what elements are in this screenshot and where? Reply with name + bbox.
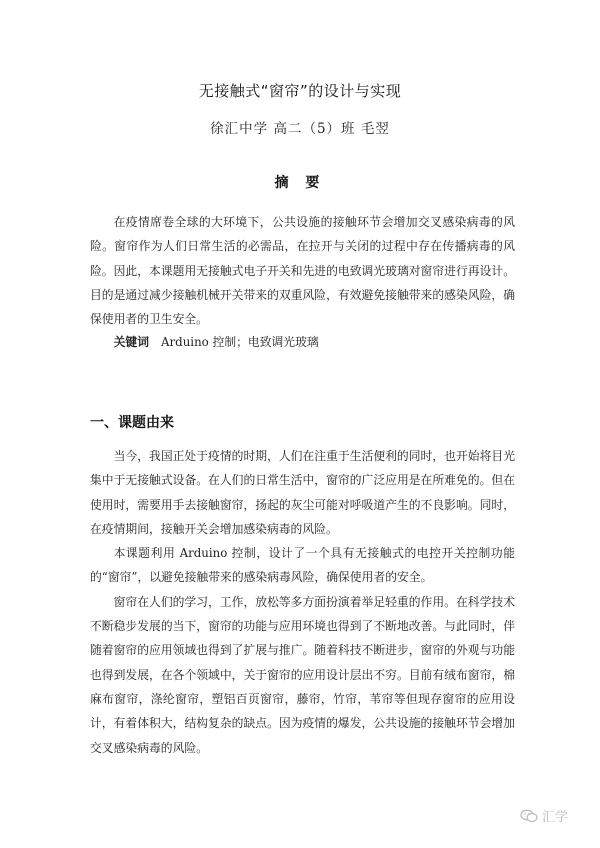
- abstract-heading: 摘 要: [274, 175, 326, 191]
- wechat-icon: [520, 809, 538, 823]
- keywords-text: Arduino 控制；电致调光玻璃: [161, 335, 319, 349]
- body-paragraph: 窗帘在人们的学习，工作，放松等多方面扮演着举足轻重的作用。在科学技术不断稳步发展的当下，窗帘的功能与应用环境也得到了不断地改善。与此同时，伴随着窗帘的应用领域也得到了扩展与推广。随着科技不断进步，窗帘的外观与功能也得到发展，在各个领域中，关于窗帘的应用设计层出不穷。目前有绒布窗帘，棉麻布窗帘，涤纶窗帘，塑铝百页窗帘，藤帘，竹帘，苇帘等但现存窗帘的应用设计，有着体积大，结构复杂的缺点。因为疫情的爆发，公共设施的接触环节会增加交叉感染病毒的风险。: [90, 594, 515, 755]
- section-body: [90, 444, 515, 760]
- abstract-body: 在疫情席卷全球的大环境下，公共设施的接触环节会增加交叉感染病毒的风险。窗帘作为人们日常生活的必需品，在拉开与关闭的过程中存在传播病毒的风险。因此，本课题用无接触式电子开关和先进的电致调光玻璃对窗帘进行再设计。目的是通过减少接触机械开关带来的双重风险，有效避免接触带来的感染风险，确保使用者的卫生安全。: [90, 215, 515, 327]
- watermark-text: 汇学: [542, 810, 569, 825]
- body-paragraph: 当今，我国正处于疫情的时期，人们在注重于生活便利的同时，也开始将目光集中于无接触式设备。在人们的日常生活中，窗帘的广泛应用是在所难免的。但在使用时，需要用手去接触窗帘，扬起的灰尘可能对呼吸道产生的不良影响。同时，在疫情期间，接触开关会增加感染病毒的风险。: [90, 449, 515, 536]
- section-heading: 一、课题由来: [90, 415, 174, 431]
- watermark: [520, 806, 568, 825]
- author-line: 徐汇中学 高二（5）班 毛翌: [210, 121, 390, 137]
- keywords-line: [90, 332, 515, 352]
- keywords-label: 关键词: [113, 335, 149, 349]
- body-paragraph: 本课题利用 Arduino 控制，设计了一个具有无接触式的电控开关控制功能的“窗帘”，以避免接触带来的感染病毒风险，确保使用者的安全。: [90, 546, 515, 585]
- paper-title: 无接触式“窗帘”的设计与实现: [198, 82, 402, 100]
